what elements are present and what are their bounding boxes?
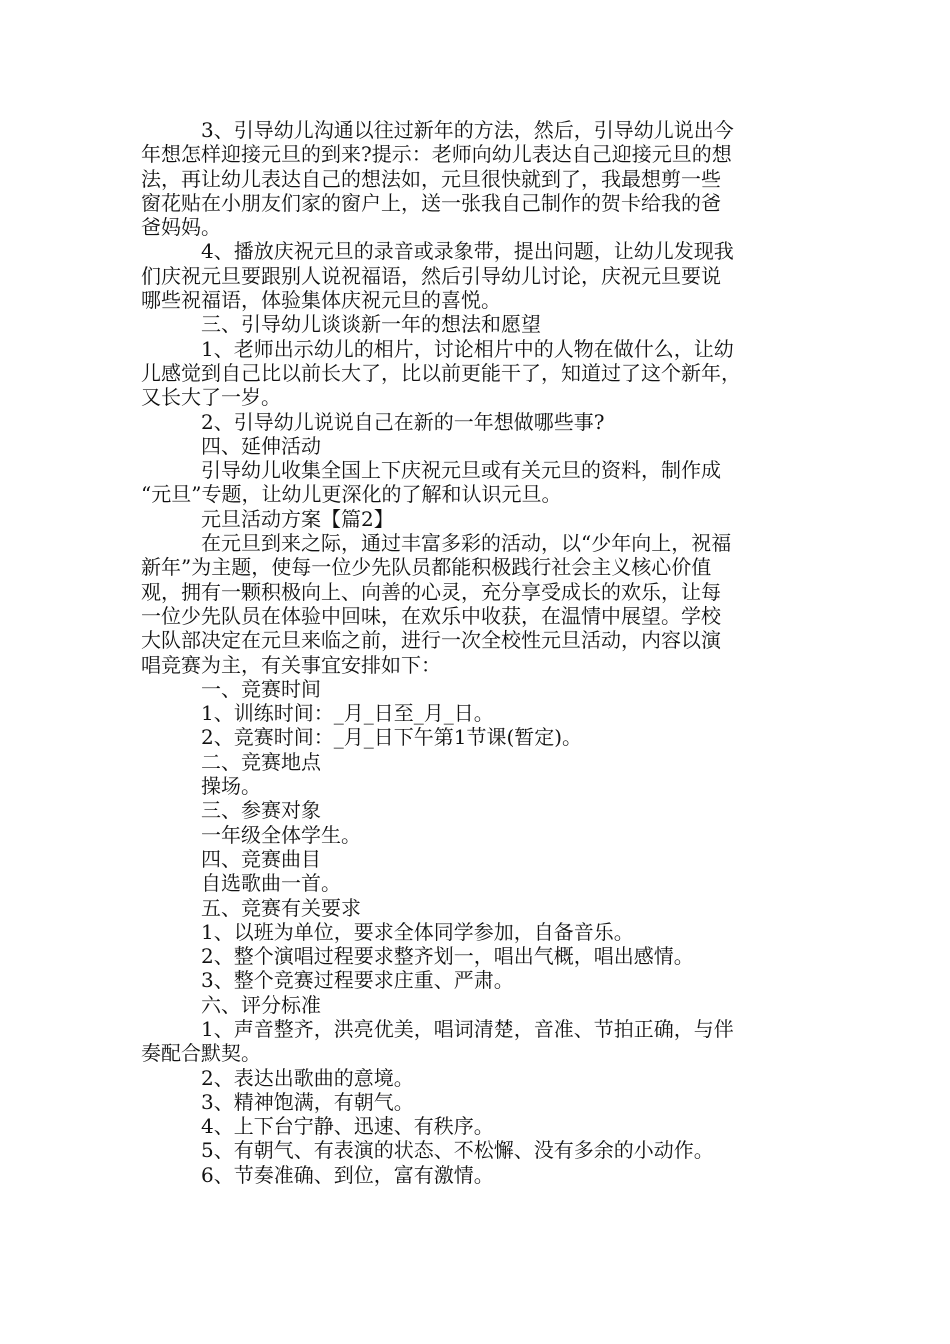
text-line: 年想怎样迎接元旦的到来?提示：老师向幼儿表达自己迎接元旦的想: [141, 142, 732, 167]
text-line: 大队部决定在元旦来临之前，进行一次全校性元旦活动，内容以演: [141, 628, 721, 653]
text-line: 1、以班为单位，要求全体同学参加，自备音乐。: [201, 919, 634, 944]
text-line: 四、延伸活动: [201, 433, 321, 458]
text-line: 2、竞赛时间：_月_日下午第1节课(暂定)。: [201, 725, 583, 750]
text-line: 奏配合默契。: [141, 1041, 261, 1066]
text-line: 观，拥有一颗积极向上、向善的心灵，充分享受成长的欢乐，让每: [141, 579, 721, 604]
text-line: 1、声音整齐，洪亮优美，唱词清楚，音准、节拍正确，与伴: [201, 1016, 734, 1041]
text-line: 3、整个竞赛过程要求庄重、严肃。: [201, 968, 514, 993]
text-line: 六、评分标准: [201, 992, 321, 1017]
text-line: 自选歌曲一首。: [201, 871, 341, 896]
text-line: 一位少先队员在体验中回味，在欢乐中收获，在温情中展望。学校: [141, 603, 721, 628]
text-line: 2、引导幼儿说说自己在新的一年想做哪些事?: [201, 409, 605, 434]
text-line: 4、播放庆祝元旦的录音或录象带，提出问题，让幼儿发现我: [201, 239, 734, 264]
text-line: 在元旦到来之际，通过丰富多彩的活动，以“少年向上，祝福: [201, 531, 732, 556]
text-line: 引导幼儿收集全国上下庆祝元旦或有关元旦的资料，制作成: [201, 458, 721, 483]
text-line: 操场。: [201, 774, 261, 799]
text-line: 们庆祝元旦要跟别人说祝福语，然后引导幼儿讨论，庆祝元旦要说: [141, 263, 721, 288]
text-line: 4、上下台宁静、迅速、有秩序。: [201, 1114, 494, 1139]
text-line: 三、引导幼儿谈谈新一年的想法和愿望: [201, 312, 541, 337]
text-line: 2、整个演唱过程要求整齐划一，唱出气概，唱出感情。: [201, 944, 694, 969]
text-line: 唱竞赛为主，有关事宜安排如下：: [141, 652, 441, 677]
text-line: 儿感觉到自己比以前长大了，比以前更能干了，知道过了这个新年，: [141, 360, 741, 385]
text-line: 一、竞赛时间: [201, 676, 321, 701]
text-line: 1、老师出示幼儿的相片，讨论相片中的人物在做什么，让幼: [201, 336, 734, 361]
text-line: 又长大了一岁。: [141, 385, 281, 410]
text-line: 元旦活动方案【篇2】: [201, 506, 394, 531]
text-line: 3、引导幼儿沟通以往过新年的方法，然后，引导幼儿说出今: [201, 118, 734, 142]
text-line: 五、竞赛有关要求: [201, 895, 361, 920]
text-line: 一年级全体学生。: [201, 822, 361, 847]
text-line: 窗花贴在小朋友们家的窗户上，送一张我自己制作的贺卡给我的爸: [141, 190, 721, 215]
text-line: 5、有朝气、有表演的状态、不松懈、没有多余的小动作。: [201, 1138, 714, 1163]
text-line: 新年”为主题，使每一位少先队员都能积极践行社会主义核心价值: [141, 555, 712, 580]
document-body: [141, 118, 811, 1187]
text-line: 6、节奏准确、到位，富有激情。: [201, 1162, 494, 1187]
text-line: 3、精神饱满，有朝气。: [201, 1089, 414, 1114]
text-line: 二、竞赛地点: [201, 749, 321, 774]
text-line: 爸妈妈。: [141, 215, 221, 240]
text-line: 1、训练时间：_月_日至_月_日。: [201, 701, 494, 726]
text-line: 三、参赛对象: [201, 798, 321, 823]
text-line: “元旦”专题，让幼儿更深化的了解和认识元旦。: [141, 482, 562, 507]
text-line: 四、竞赛曲目: [201, 846, 321, 871]
text-line: 2、表达出歌曲的意境。: [201, 1065, 414, 1090]
text-line: 法，再让幼儿表达自己的想法如，元旦很快就到了，我最想剪一些: [141, 166, 721, 191]
text-line: 哪些祝福语，体验集体庆祝元旦的喜悦。: [141, 288, 501, 313]
